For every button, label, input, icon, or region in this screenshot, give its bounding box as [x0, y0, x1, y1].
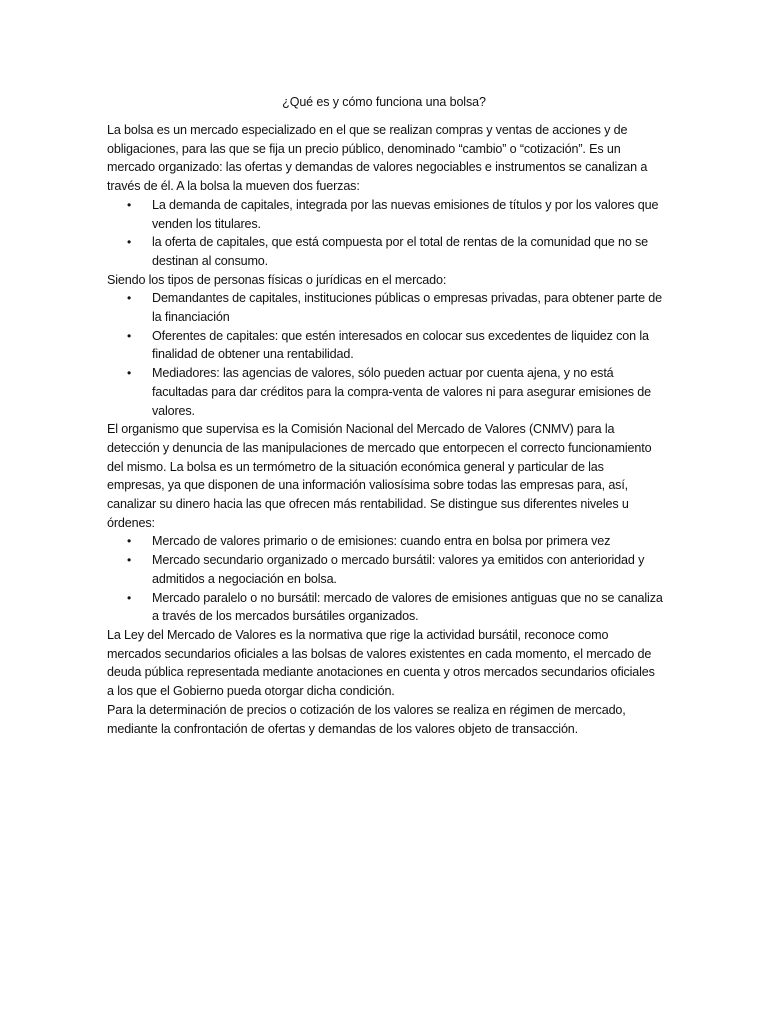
list-item — [107, 589, 663, 626]
list-item — [107, 196, 663, 233]
supervision-paragraph: El organismo que supervisa es la Comisión Nacional del Mercado de Valores (CNMV) para la detección y denuncia de las manipulaciones de mercado que entorpecen el correcto funcionamiento del mismo. La bolsa es un termómetro de la situación económica general y particular de las empresas, ya que disponen de una información valiosísima sobre todas las empresas para, así, canalizar su dinero hacia las que ofrecen más rentabilidad. Se distingue sus diferentes niveles u órdenes: — [107, 422, 652, 530]
forces-list — [107, 196, 663, 271]
law-paragraph: La Ley del Mercado de Valores es la normativa que rige la actividad bursátil, reconoce como mercados secundarios oficiales a las bolsas de valores existentes en cada momento, el mercado de deuda pública representada mediante anotaciones en cuenta y otros mercados secundarios oficiales a los que el Gobierno pueda otorgar dicha condición. — [107, 627, 655, 699]
levels-list — [107, 532, 663, 626]
pricing-paragraph: Para la determinación de precios o cotización de los valores se realiza en régimen de mercado, mediante la confrontación de ofertas y demandas de los valores objeto de transacción. — [107, 702, 626, 736]
bullet-icon: • — [127, 235, 132, 250]
list-item — [107, 551, 663, 588]
types-list — [107, 289, 663, 420]
list-item-text: Demandantes de capitales, instituciones públicas o empresas privadas, para obtener parte de la financiación — [152, 291, 662, 325]
bullet-icon: • — [127, 590, 132, 605]
document-body — [107, 121, 663, 738]
list-item-text: La demanda de capitales, integrada por las nuevas emisiones de títulos y por los valores que venden los titulares. — [152, 197, 659, 231]
list-item-text: Mediadores: las agencias de valores, sólo pueden actuar por cuenta ajena, y no está facultadas para dar créditos para la compra-venta de valores ni para asegurar emisiones de valores. — [152, 366, 651, 418]
list-item — [107, 327, 663, 364]
list-item-text: Oferentes de capitales: que estén interesados en colocar sus excedentes de liquidez con la finalidad de obtener una rentabilidad. — [152, 328, 649, 362]
bullet-icon: • — [127, 197, 132, 212]
bullet-icon: • — [127, 291, 132, 306]
page-title: ¿Qué es y cómo funciona una bolsa? — [282, 95, 486, 109]
list-item — [107, 364, 663, 420]
list-item-text: la oferta de capitales, que está compuesta por el total de rentas de la comunidad que no se destinan al consumo. — [152, 235, 649, 268]
list-item-text: Mercado secundario organizado o mercado bursátil: valores ya emitidos con anterioridad y admitidos a negociación en bolsa. — [152, 553, 645, 586]
list-item-text: Mercado paralelo o no bursátil: mercado de valores de emisiones antiguas que no se canaliza a través de los mercados bursátiles organizados. — [152, 590, 663, 624]
bullet-icon: • — [127, 553, 132, 568]
list-item — [107, 532, 663, 551]
list-item-text: Mercado de valores primario o de emisiones: cuando entra en bolsa por primera vez — [152, 534, 611, 549]
bullet-icon: • — [127, 328, 132, 343]
intro-paragraph: La bolsa es un mercado especializado en el que se realizan compras y ventas de acciones y de obligaciones, para las que se fija un precio público, denominado “cambio” o “cotización”. Es un mercado organizado: las ofertas y demandas de valores negociables e instrumentos se canalizan a través de él. A la bolsa la mueven dos fuerzas: — [107, 123, 648, 194]
bullet-icon: • — [127, 534, 132, 549]
list-item — [107, 233, 663, 270]
list-item — [107, 289, 663, 326]
types-intro-paragraph: Siendo los tipos de personas físicas o jurídicas en el mercado: — [107, 272, 447, 287]
bullet-icon: • — [127, 366, 132, 381]
